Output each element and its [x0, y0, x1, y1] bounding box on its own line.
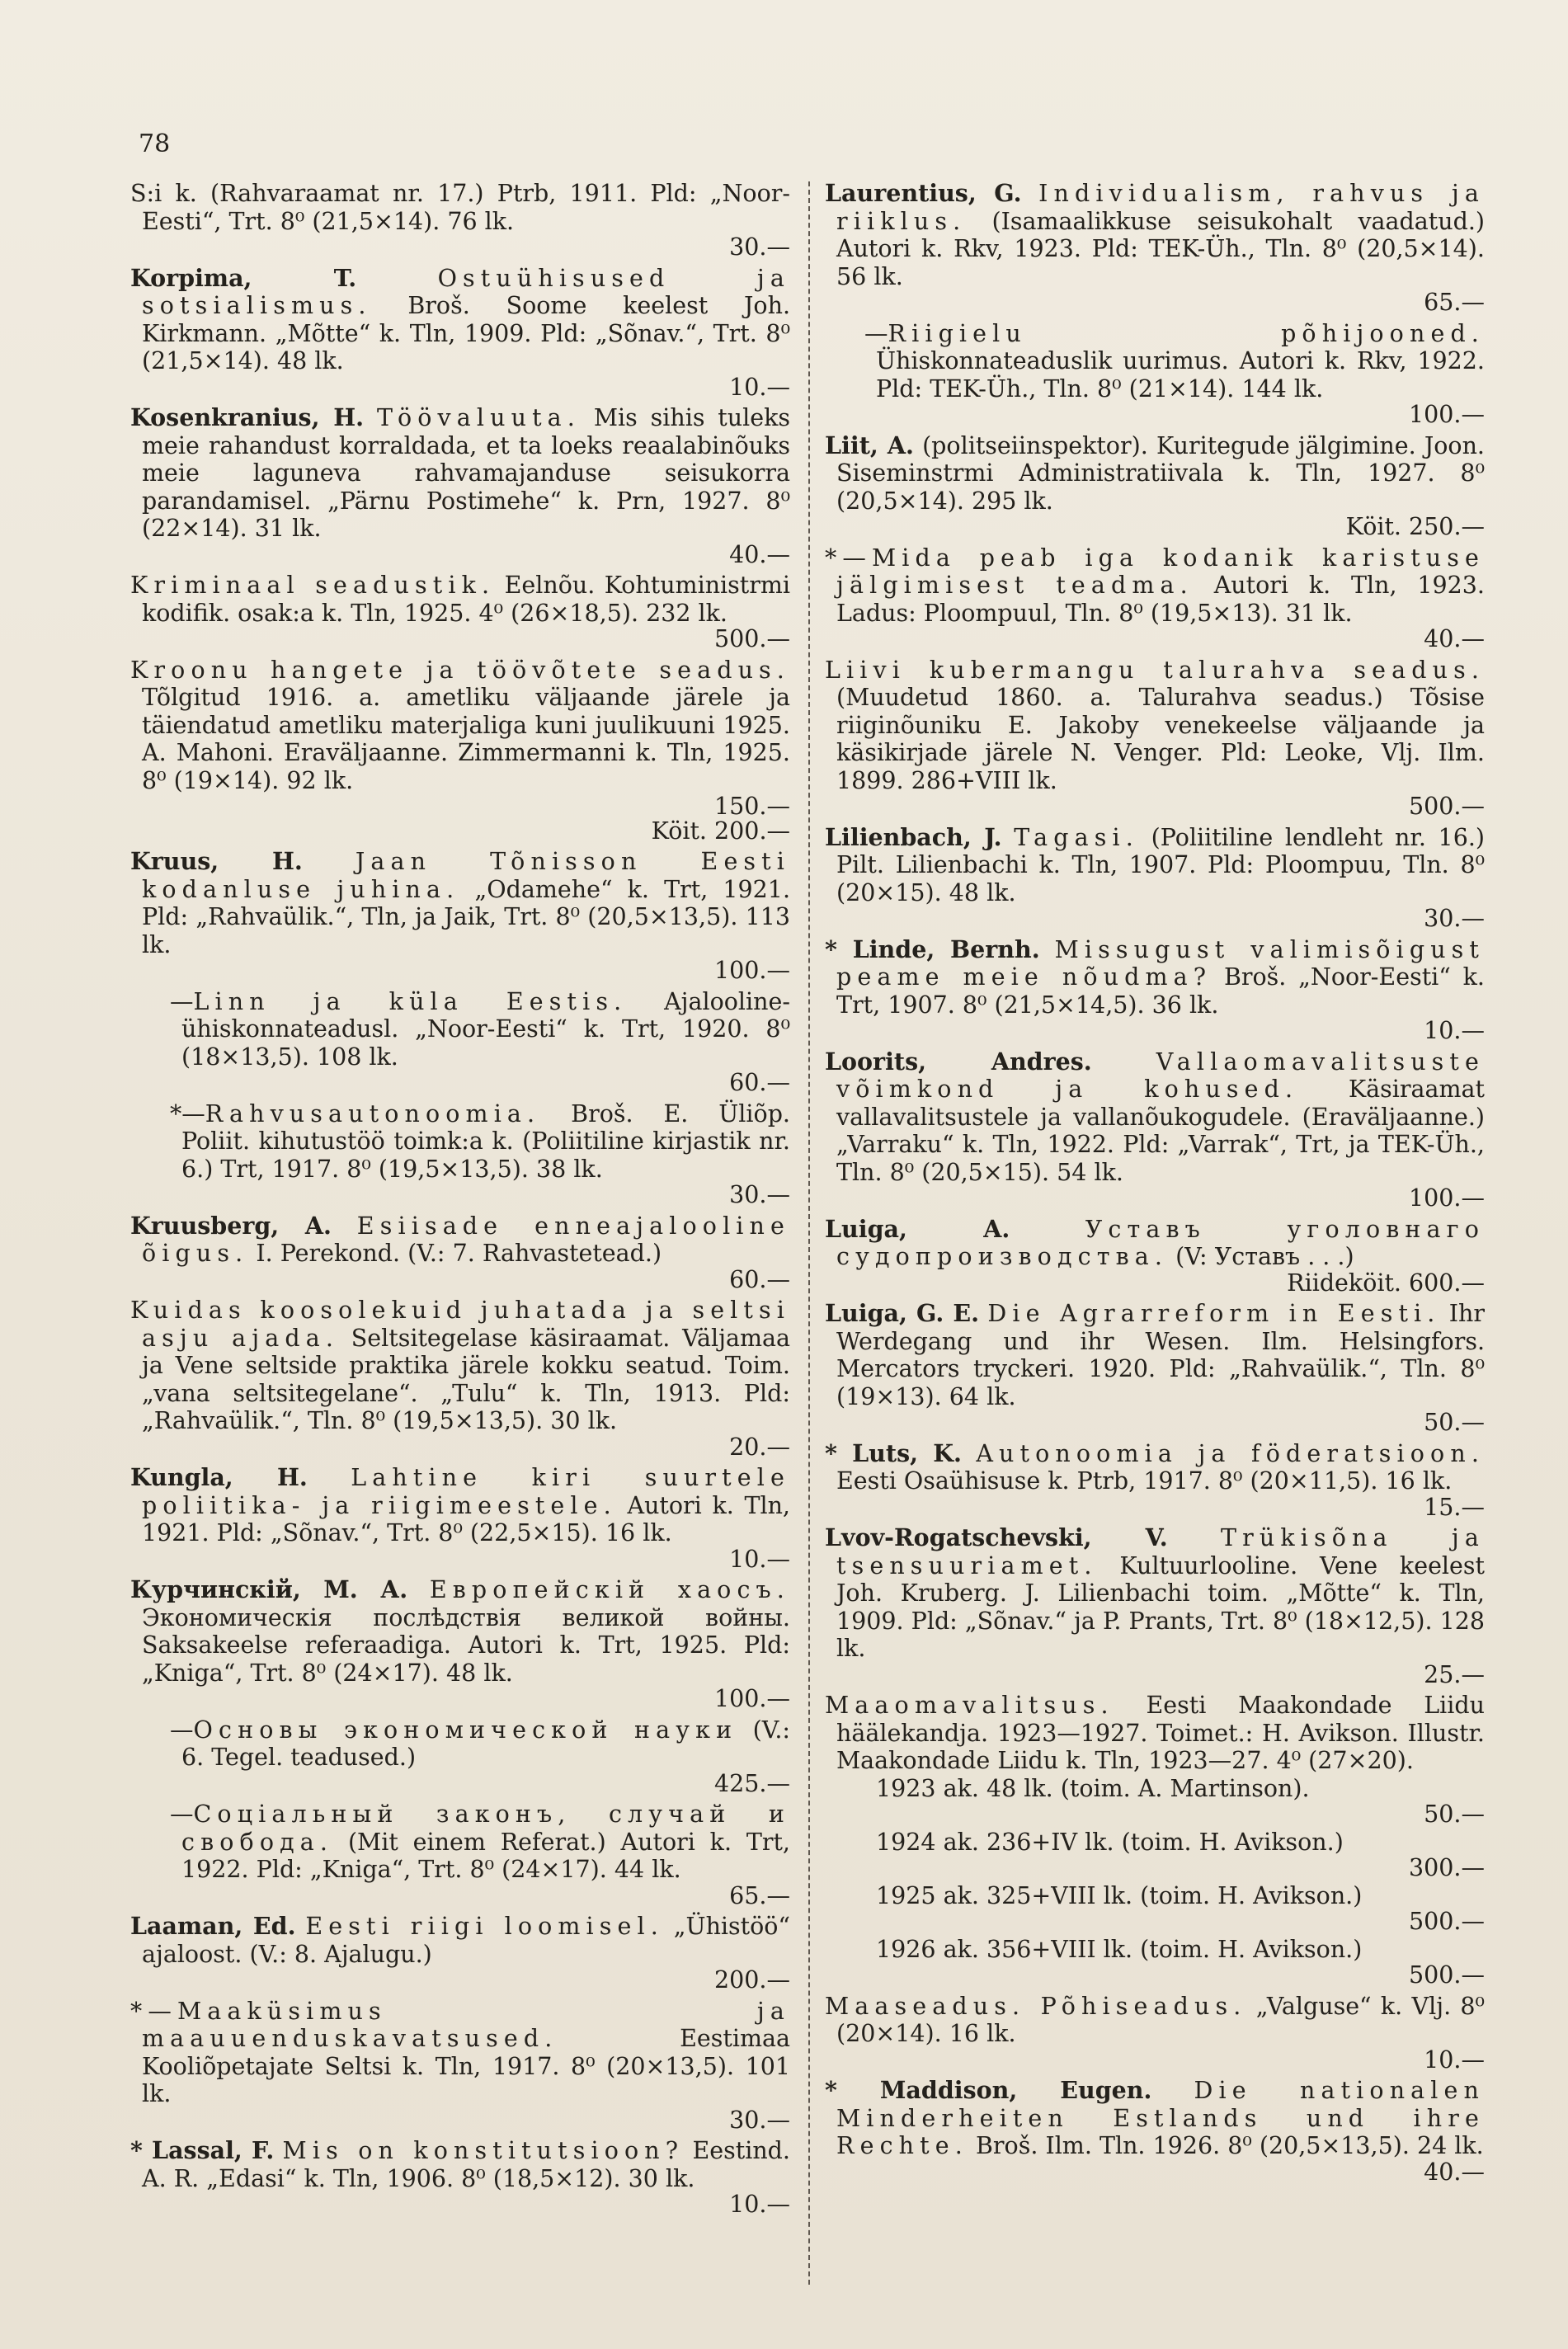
catalog-entry: [825, 544, 1485, 653]
sub-entry-title: Rahvusautonoomia.: [205, 1099, 541, 1127]
entry-body: [130, 1576, 790, 1713]
entry-price: 10.—: [729, 1545, 790, 1573]
entry-body: [825, 544, 1485, 653]
catalog-entry: [825, 657, 1485, 821]
entry-author: * Luts, K.: [825, 1438, 962, 1467]
volume-line: [825, 1936, 1485, 1989]
entry-description: Eesti Osaühisuse k. Ptrb, 1917. 8⁰ (20×11,5). 16 lk.: [836, 1467, 1453, 1495]
entry-description: Broš. Soome keelest Joh. Kirkmann. „Mõtte“ k. Tln, 1909. Pld: „Sõnav.“, Trt. 8⁰ (21,5×14). 48 lk.: [142, 292, 790, 374]
entry-title: Mis on konstitutsioon?: [282, 2137, 685, 2164]
catalog-entry: [130, 848, 790, 1209]
entry-author: Курчинскій, М. А.: [130, 1575, 408, 1603]
sub-entry-price: 65.—: [729, 1881, 790, 1909]
catalog-entry: [130, 572, 790, 653]
volume-price: 50.—: [1424, 1801, 1485, 1828]
catalog-entry: [130, 1913, 790, 1994]
entry-title: Esiisade enneajalooline õigus.: [142, 1212, 791, 1267]
sub-entry-description: (Mit einem Referat.) Autori k. Trt, 1922. Pld: „Kniga“, Trt. 8⁰ (24×17). 44 lk.: [181, 1828, 790, 1883]
entry-description: Seltsitegelase käsiraamat. Väljamaa ja Vene seltside praktika järele kokku seatud. Toim. „vana seltsitegelane“. „Tulu“ k. Tln, 1913. Pld: „Rahvaülik.“, Tln. 8⁰ (19,5×13,5). 30 lk.: [142, 1324, 790, 1434]
entry-description: Eestimaa Kooliõpetajate Seltsi k. Tln, 1917. 8⁰ (20×13,5). 101 lk.: [142, 2025, 790, 2107]
entry-title: Töövaluuta.: [376, 404, 581, 431]
volume-line: [825, 1882, 1485, 1936]
entry-description: S:i k. (Rahvaraamat nr. 17.) Ptrb, 1911. Pld: „Noor-Eesti“, Trt. 8⁰ (21,5×14). 76 lk.: [130, 180, 790, 235]
entry-title: Kuidas koosolekuid juhatada ja seltsi asju ajada.: [130, 1297, 790, 1352]
entry-body: [825, 1300, 1485, 1437]
entry-price: 10.—: [1424, 2045, 1485, 2074]
volume-line: [825, 1829, 1485, 1882]
entry-title: Die nationalen Minderheiten Estlands und ihre Rechte.: [836, 2077, 1486, 2159]
volume-description: 1925 ak. 325+VIII lk. (toim. H. Avikson.): [876, 1881, 1363, 1909]
entry-body: [130, 848, 790, 985]
catalog-entry: [130, 1464, 790, 1573]
catalog-entry: [130, 1297, 790, 1461]
entry-author: Kungla, H.: [130, 1463, 308, 1491]
entry-body: [130, 1297, 790, 1461]
volume-line: [825, 1775, 1485, 1829]
entry-author: Korpima, T.: [130, 263, 357, 292]
volume-description: 1923 ak. 48 lk. (toim. A. Martinson).: [876, 1774, 1310, 1802]
entry-title: Maaomavalitsus.: [825, 1692, 1114, 1719]
entry-body: [825, 2077, 1485, 2186]
volume-description: 1926 ak. 356+VIII lk. (toim. H. Avikson.): [876, 1935, 1363, 1963]
sub-entry: [825, 320, 1485, 429]
entry-description: Ihr Werdegang und ihr Wesen. Ilm. Helsingfors. Mercators tryckeri. 1920. Pld: „Rahvaülik.“, Tln. 8⁰ (19×13). 64 lk.: [836, 1300, 1485, 1410]
entry-title: Jaan Tõnisson Eesti kodanluse juhina.: [142, 848, 791, 903]
entry-author: Kruus, H.: [130, 847, 303, 875]
entry-description: Eelnõu. Kohtuministrmi kodifik. osak:a k. Tln, 1925. 4⁰ (26×18,5). 232 lk.: [142, 572, 791, 627]
entry-price: 50.—: [1424, 1409, 1485, 1436]
entry-description: (Muudetud 1860. a. Talurahva seadus.) Tõsise riiginõuniku E. Jakoby venekeelse väljaande ja käsikirjade järele N. Venger. Pld: Leoke, Vlj. Ilm. 1899. 286+VIII lk.: [836, 684, 1485, 794]
entry-description: Broš. „Noor-Eesti“ k. Trt, 1907. 8⁰ (21,5×14,5). 36 lk.: [836, 963, 1485, 1019]
entry-title: *—Mida peab iga kodanik karistuse jälgimisest teadma.: [825, 544, 1485, 599]
left-column: [130, 180, 790, 2222]
entry-body: [825, 824, 1485, 933]
entry-description: „Valguse“ k. Vlj. 8⁰ (20×14). 16 lk.: [836, 1992, 1485, 2047]
entry-description: Экономическія послѣдствія великой войны. Saksakeelse referaadiga. Autori k. Trt, 1925. Pld: „Kniga“, Trt. 8⁰ (24×17). 48 lk.: [142, 1603, 790, 1687]
entry-body: [825, 1216, 1485, 1297]
sub-entry-price: 60.—: [729, 1069, 790, 1096]
sub-entry-price: 100.—: [1409, 401, 1485, 428]
entry-title: Eesti riigi loomisel.: [305, 1913, 664, 1940]
entry-body: [130, 1464, 790, 1573]
column-divider: [808, 181, 810, 2285]
entry-price: 65.—: [1424, 289, 1485, 316]
entry-price: Riideköit. 600.—: [1287, 1269, 1485, 1297]
entry-binding-price: Köit. 200.—: [651, 817, 790, 845]
entry-body: [130, 1212, 790, 1294]
entry-body: [825, 1692, 1485, 1775]
entry-description: Broš. Ilm. Tln. 1926. 8⁰ (20,5×13,5). 24 lk.: [975, 2132, 1484, 2159]
entry-description: I. Perekond. (V.: 7. Rahvastetead.): [256, 1240, 662, 1267]
catalog-entry: [825, 1300, 1485, 1437]
entry-author: * Linde, Bernh.: [825, 934, 1040, 963]
volume-price: 500.—: [1409, 1908, 1485, 1935]
entry-price: 150.—: [714, 793, 790, 820]
entry-price: 40.—: [729, 540, 790, 568]
entry-body: [130, 2137, 790, 2219]
entry-title: Vallaomavalitsuste võimkond ja kohused.: [836, 1047, 1485, 1103]
catalog-entry: [825, 1048, 1485, 1212]
entry-title: Уставъ уголовнаго судопроизводства.: [836, 1215, 1485, 1270]
sub-entry: [130, 1716, 790, 1798]
right-column: [825, 180, 1485, 2189]
entry-price: 15.—: [1424, 1493, 1485, 1521]
entry-author: Loorits, Andres.: [825, 1047, 1092, 1076]
catalog-entry: [130, 1212, 790, 1294]
sub-entry-dash: —: [170, 1716, 194, 1744]
entry-body: [825, 1524, 1485, 1688]
entry-author: Lvov-Rogatschevski, V.: [825, 1523, 1168, 1551]
sub-entry-title: Основы экономической науки: [193, 1716, 738, 1744]
volume-price: 300.—: [1409, 1854, 1485, 1881]
entry-title: Tagasi.: [1014, 823, 1139, 851]
entry-title: Lahtine kiri suurtele poliitika- ja riigimeestele.: [142, 1464, 790, 1519]
entry-description: (Poliitiline lendleht nr. 16.) Pilt. Lilienbachi k. Tln, 1907. Pld: Ploompuu, Tln. 8⁰ (20×15). 48 lk.: [836, 823, 1485, 906]
catalog-entry: [825, 1440, 1485, 1522]
catalog-entry: [825, 1216, 1485, 1297]
entry-price: Köit. 250.—: [1345, 513, 1485, 540]
entry-price: 30.—: [1424, 905, 1485, 932]
entry-price: 100.—: [1409, 1184, 1485, 1212]
sub-entry-description: Broš. E. Üliõp. Poliit. kihutustöö toimk:a k. (Poliitiline kirjastik nr. 6.) Trt, 1917. 8⁰ (19,5×13,5). 38 lk.: [181, 1099, 790, 1183]
entry-body: [825, 1048, 1485, 1212]
sub-entry-title: Riigielu põhijooned.: [888, 319, 1485, 347]
entry-price: 100.—: [714, 1685, 790, 1712]
catalog-entry: [825, 1993, 1485, 2074]
entry-description: (V: Уставъ . . .): [1175, 1243, 1354, 1270]
entry-title: Ostuühisused ja sotsialismus.: [142, 264, 790, 319]
entry-description: Autori k. Tln, 1921. Pld: „Sõnav.“, Trt. 8⁰ (22,5×15). 16 lk.: [142, 1491, 790, 1546]
entry-price: 10.—: [729, 2191, 790, 2218]
catalog-entry: [130, 2137, 790, 2219]
catalog-entry: [130, 180, 790, 261]
entry-price: 25.—: [1424, 1660, 1485, 1688]
entry-body: [825, 432, 1485, 541]
entry-author: Laurentius, G.: [825, 179, 1022, 207]
entry-price: 30.—: [729, 233, 790, 261]
catalog-entry: [825, 2077, 1485, 2186]
entry-price: 200.—: [714, 1966, 790, 1994]
sub-entry-price: 425.—: [714, 1769, 790, 1797]
entry-description: Mis sihis tuleks meie rahandust korraldada, et ta loeks reaalabinõuks meie laguneva rahvamajanduse seisukorra parandamisel. „Pärnu Postimehe“ k. Prn, 1927. 8⁰ (22×14). 31 lk.: [142, 404, 790, 542]
entry-body: [825, 1440, 1485, 1522]
catalog-entry: [130, 1998, 790, 2135]
entry-description: Tõlgitud 1916. a. ametliku väljaande järele ja täiendatud ametliku materjaliga kuni juulikuuni 1925. A. Mahoni. Eraväljaanne. Zimmermanni k. Tln, 1925. 8⁰ (19×14). 92 lk.: [142, 684, 790, 794]
entry-author: * Maddison, Eugen.: [825, 2076, 1152, 2104]
catalog-entry: [825, 432, 1485, 541]
sub-entry-description: (V.: 6. Tegel. teadused.): [181, 1716, 791, 1771]
page-number: 78: [139, 129, 171, 158]
entry-author: * Lassal, F.: [130, 2136, 275, 2164]
entry-author: Kruusberg, A.: [130, 1211, 332, 1240]
entry-description: „Odamehe“ k. Trt, 1921. Pld: „Rahvaülik.“, Tln, ja Jaik, Trt. 8⁰ (20,5×13,5). 113 lk.: [142, 875, 791, 958]
sub-entry-dash: *—: [170, 1099, 205, 1127]
entry-body: [130, 1913, 790, 1994]
sub-entry: [130, 988, 790, 1097]
entry-body: [130, 572, 790, 653]
entry-body: [130, 265, 790, 402]
entry-price: 10.—: [1424, 1017, 1485, 1044]
sub-entry: [130, 1801, 790, 1909]
entry-body: [130, 180, 790, 261]
entry-body: [130, 404, 790, 568]
catalog-entry: [130, 657, 790, 845]
catalog-entry: [825, 180, 1485, 429]
entry-author: Luiga, G. E.: [825, 1299, 980, 1327]
entry-price: 40.—: [1424, 625, 1485, 652]
entry-description: Eestind. A. R. „Edasi“ k. Tln, 1906. 8⁰ (18,5×12). 30 lk.: [142, 2137, 790, 2192]
sub-entry-description: Ajalooline-ühiskonnateadusl. „Noor-Eesti“ k. Trt, 1920. 8⁰ (18×13,5). 108 lk.: [181, 987, 791, 1071]
entry-price: 40.—: [1424, 2158, 1485, 2186]
sub-entry-price: 30.—: [729, 1181, 790, 1208]
sub-entry-title: Linn ja küla Eestis.: [193, 987, 628, 1015]
catalog-entry: [825, 824, 1485, 933]
entry-description: Eesti Maakondade Liidu häälekandja. 1923—1927. Toimet.: H. Avikson. Illustr. Maakondade Liidu k. Tln, 1923—27. 4⁰ (27×20).: [836, 1692, 1485, 1774]
sub-entry-description: Ühiskonnateaduslik uurimus. Autori k. Rkv, 1922. Pld: TEK-Üh., Tln. 8⁰ (21×14). 144 lk.: [876, 347, 1485, 402]
sub-entry-title: Соціальный законъ, случай и свобода.: [181, 1801, 790, 1856]
entry-price: 60.—: [729, 1265, 790, 1293]
entry-author: Kosenkranius, H.: [130, 403, 365, 431]
entry-title: Kroonu hangete ja töövõtete seadus.: [130, 656, 790, 684]
entry-title: Европейскій хаосъ.: [429, 1576, 790, 1603]
catalog-entry: [130, 1576, 790, 1909]
entry-description: Autori k. Tln, 1923. Ladus: Ploompuul, Tln. 8⁰ (19,5×13). 31 lk.: [836, 572, 1485, 627]
entry-title: Trükisõna ja tsensuuriamet.: [836, 1524, 1485, 1579]
catalog-entry: [825, 1692, 1485, 1989]
entry-body: [130, 657, 790, 845]
catalog-entry: [130, 265, 790, 402]
entry-price: 30.—: [729, 2106, 790, 2134]
entry-title: Individualism, rahvus ja riiklus.: [836, 180, 1486, 235]
catalog-entry: [130, 404, 790, 568]
entry-price: 500.—: [714, 625, 790, 652]
entry-title: Autonoomia ja föderatsioon.: [976, 1439, 1485, 1467]
entry-title: Liivi kubermangu talurahva seadus.: [825, 656, 1485, 684]
catalog-entry: [825, 1524, 1485, 1688]
entry-price: 10.—: [729, 373, 790, 401]
entry-description: (Isamaalikkuse seisukohalt vaadatud.) Autori k. Rkv, 1923. Pld: TEK-Üh., Tln. 8⁰ (20,5×14). 56 lk.: [836, 207, 1486, 290]
entry-price: 20.—: [729, 1433, 790, 1461]
entry-body: [825, 1993, 1485, 2074]
entry-body: [825, 936, 1485, 1045]
volume-price: 500.—: [1409, 1961, 1485, 1989]
entry-author: Liit, A.: [825, 431, 914, 459]
entry-title: Missugust valimisõigust peame meie nõudma?: [836, 935, 1486, 991]
entry-description: Kultuurlooline. Vene keelest Joh. Kruberg. J. Lilienbachi toim. „Mõtte“ k. Tln, 1909. Pld: „Sõnav.“ ja P. Prants, Trt. 8⁰ (18×12,5). 128 lk.: [836, 1551, 1485, 1662]
sub-entry-dash: —: [170, 1801, 194, 1828]
entry-title: Kriminaal seadustik.: [130, 572, 496, 599]
entry-description: „Ühistöö“ ajaloost. (V.: 8. Ajalugu.): [142, 1913, 791, 1968]
volume-description: 1924 ak. 236+IV lk. (toim. H. Avikson.): [876, 1828, 1344, 1856]
entry-author: Luiga, A.: [825, 1214, 1010, 1243]
entry-body: [825, 657, 1485, 821]
entry-title: Die Agrarreform in Eesti.: [987, 1300, 1441, 1327]
entry-title: *—Maaküsimus ja maauuenduskavatsused.: [130, 1997, 790, 2052]
entry-author: Lilienbach, J.: [825, 822, 1002, 851]
entry-description: Käsiraamat vallavalitsustele ja vallanõukogudele. (Eraväljaanne.) „Varraku“ k. Tln, 1922. Pld: „Varrak“, Trt, ja TEK-Üh., Tln. 8⁰ (20,5×15). 54 lk.: [836, 1076, 1485, 1186]
sub-entry: [130, 1100, 790, 1209]
entry-title: Maaseadus. Põhiseadus.: [825, 1992, 1247, 2020]
entry-body: [130, 1998, 790, 2135]
catalog-entry: [825, 936, 1485, 1045]
entry-price: 100.—: [714, 957, 790, 984]
entry-body: [825, 180, 1485, 317]
entry-description: (politseiinspektor). Kuritegude jälgimine. Joon. Siseminstrmi Administratiivala k. Tln, 1927. 8⁰ (20,5×14). 295 lk.: [836, 431, 1485, 515]
sub-entry-dash: —: [170, 987, 194, 1015]
entry-author: Laaman, Ed.: [130, 1912, 296, 1940]
entry-price: 500.—: [1409, 793, 1485, 820]
sub-entry-dash: —: [864, 319, 888, 347]
